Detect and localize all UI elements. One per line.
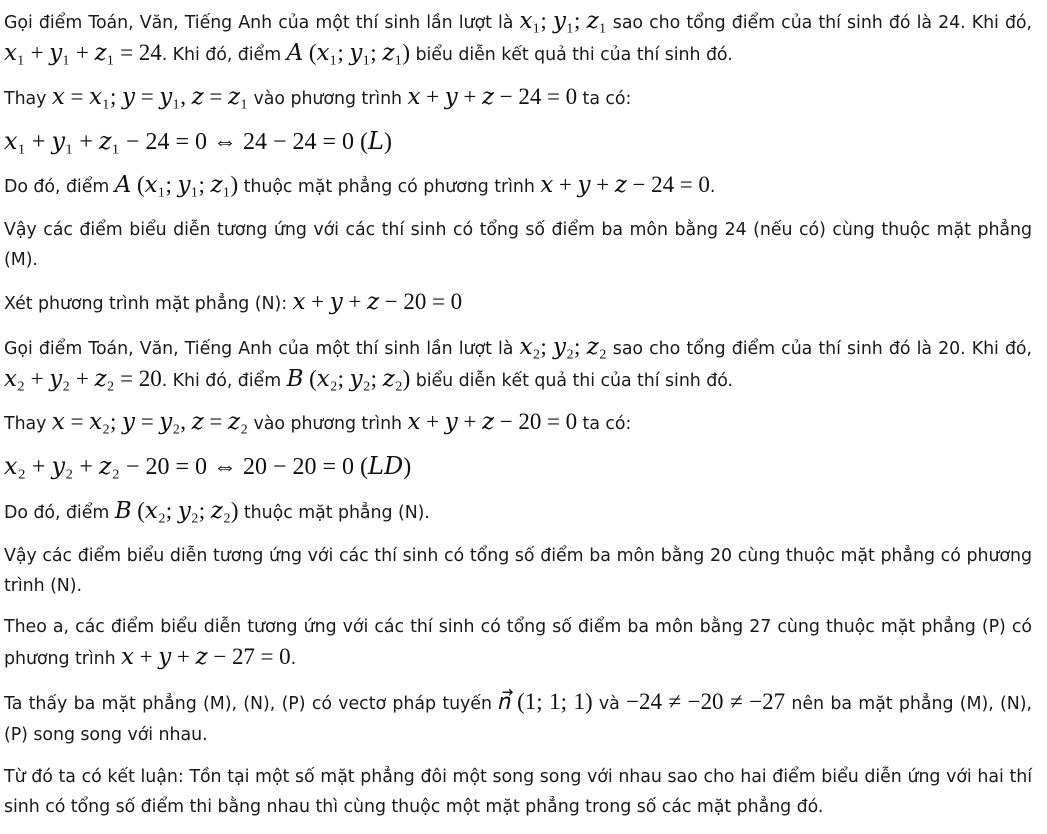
text-segment: và: [592, 693, 627, 714]
math-segment: 𝐵 (𝑥₂; 𝑦₂; 𝑧₂): [114, 497, 239, 523]
math-segment: −24 ≠ −20 ≠ −27: [626, 688, 786, 714]
text-segment: ta có:: [577, 88, 632, 109]
text-segment: thuộc mặt phẳng (N).: [238, 502, 430, 523]
math-segment: 𝑥₂; 𝑦₂; 𝑧₂: [519, 333, 607, 359]
text-segment: Vậy các điểm biểu diễn tương ứng với các thí sinh có tổng số điểm ba môn bằng 24 (nếu có) cùng thuộc mặt phẳng (M).: [4, 220, 1032, 270]
paragraph-4: [4, 170, 1032, 202]
text-segment: Từ đó ta có kết luận: Tồn tại một số mặt phẳng đôi một song song với nhau sao cho hai điểm biểu diễn ứng với hai thí sinh có tổng số điểm thi bằng nhau thì cùng thuộc một mặt phẳng trong số các mặt phẳng đó.: [4, 767, 1032, 817]
equation-line-2: [4, 452, 1032, 484]
text-segment: .: [709, 177, 716, 197]
math-segment: 𝑥₁ + 𝑦₁ + 𝑧₁ = 24: [4, 40, 162, 65]
text-segment: .: [290, 649, 297, 669]
text-segment: ta có:: [577, 414, 632, 434]
math-segment: 𝑥₁; 𝑦₁; 𝑧₁: [519, 8, 607, 33]
text-segment: . Khi đó, điểm: [161, 45, 287, 65]
text-segment: Gọi điểm Toán, Văn, Tiếng Anh của một thí sinh lần lượt là: [4, 13, 520, 33]
text-segment: Ta thấy ba mặt phẳng (M), (N), (P) có vectơ pháp tuyến: [4, 693, 499, 714]
text-segment: Do đó, điểm: [4, 502, 115, 523]
paragraph-7: [4, 332, 1032, 396]
math-equation: 𝑥₁ + 𝑦₁ + 𝑧₁ − 24 = 0 ⇔ 24 − 24 = 0 (𝐿): [4, 128, 392, 155]
text-segment: thuộc mặt phẳng có phương trình: [238, 177, 541, 197]
text-segment: vào phương trình: [248, 88, 408, 109]
text-segment: Thay: [4, 414, 52, 434]
paragraph-5: [4, 215, 1032, 275]
text-segment: Thay: [4, 88, 52, 109]
paragraph-8: [4, 407, 1032, 439]
math-segment: 𝑥 + 𝑦 + 𝑧 − 27 = 0: [121, 644, 291, 669]
paragraph-10: [4, 496, 1032, 528]
text-segment: Do đó, điểm: [4, 177, 115, 197]
text-segment: nên ba mặt phẳng (M), (N), (P) song song với nhau.: [4, 693, 1032, 745]
text-segment: Theo a, các điểm biểu diễn tương ứng với các thí sinh có tổng số điểm ba môn bằng 27 cùng thuộc mặt phẳng (P) có phương trình: [4, 617, 1032, 669]
math-segment: 𝐴 (𝑥₁; 𝑦₁; 𝑧₁): [286, 40, 410, 65]
math-segment: 𝑥 + 𝑦 + 𝑧 − 24 = 0: [407, 83, 578, 109]
paragraph-1: [4, 6, 1032, 70]
math-segment: 𝐵 (𝑥₂; 𝑦₂; 𝑧₂): [286, 365, 411, 391]
math-segment: 𝑥₂ + 𝑦₂ + 𝑧₂ = 20: [4, 365, 162, 391]
text-segment: vào phương trình: [248, 414, 408, 434]
text-segment: sao cho tổng điểm của thí sinh đó là 24. Khi đó,: [606, 13, 1032, 33]
paragraph-6: [4, 287, 1032, 319]
equation-line-1: [4, 127, 1032, 159]
math-segment: 𝑛⃗ (1; 1; 1): [498, 688, 593, 714]
paragraph-12: [4, 612, 1032, 674]
text-segment: Xét phương trình mặt phẳng (N):: [4, 293, 293, 314]
paragraph-11: [4, 541, 1032, 601]
text-segment: sao cho tổng điểm của thí sinh đó là 20. Khi đó,: [606, 338, 1032, 359]
text-segment: biểu diễn kết quả thi của thí sinh đó.: [410, 370, 733, 391]
math-equation: 𝑥₂ + 𝑦₂ + 𝑧₂ − 20 = 0 ⇔ 20 − 20 = 0 (𝐿𝐷): [4, 454, 412, 480]
text-segment: . Khi đó, điểm: [161, 370, 287, 391]
math-segment: 𝑥 + 𝑦 + 𝑧 − 20 = 0: [407, 409, 578, 434]
math-segment: 𝑥 = 𝑥₁; 𝑦 = 𝑦₁, 𝑧 = 𝑧₁: [51, 83, 249, 109]
paragraph-14: [4, 762, 1032, 822]
math-segment: 𝑥 + 𝑦 + 𝑧 − 24 = 0: [540, 172, 710, 197]
solution-text: [4, 6, 1032, 834]
text-segment: Gọi điểm Toán, Văn, Tiếng Anh của một thí sinh lần lượt là: [4, 338, 520, 359]
math-segment: 𝑥 + 𝑦 + 𝑧 − 20 = 0: [292, 288, 463, 314]
paragraph-13: [4, 686, 1032, 751]
math-segment: 𝑥 = 𝑥₂; 𝑦 = 𝑦₂, 𝑧 = 𝑧₂: [51, 409, 249, 434]
paragraph-2: [4, 82, 1032, 114]
text-segment: biểu diễn kết quả thi của thí sinh đó.: [409, 45, 733, 65]
text-segment: Vậy các điểm biểu diễn tương ứng với các thí sinh có tổng số điểm ba môn bằng 20 cùng thuộc mặt phẳng có phương trình (N).: [4, 545, 1032, 596]
math-segment: 𝐴 (𝑥₁; 𝑦₁; 𝑧₁): [114, 172, 239, 197]
